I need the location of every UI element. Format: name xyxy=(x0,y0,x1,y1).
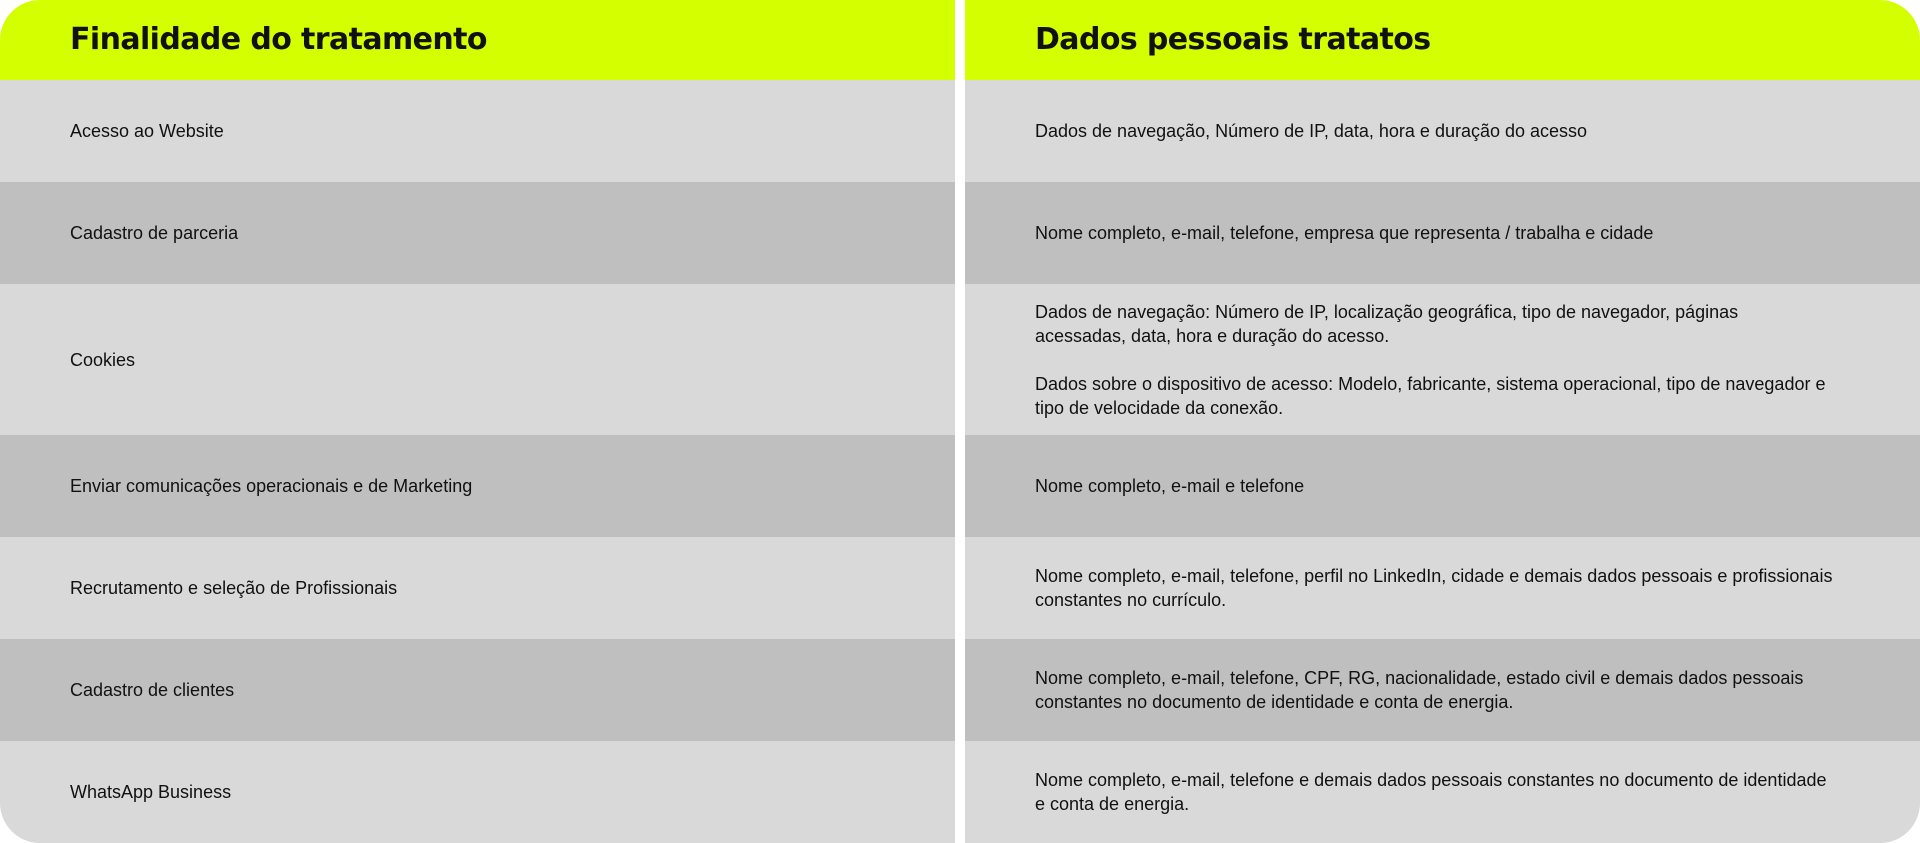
table-row xyxy=(965,182,1920,284)
table-row xyxy=(0,741,955,843)
table-row xyxy=(965,537,1920,639)
data-cell: Nome completo, e-mail, telefone, CPF, RG, nacionalidade, estado civil e demais dados pessoais constantes no documento de identidade e conta de energia. xyxy=(1035,668,1804,712)
table-row xyxy=(965,80,1920,182)
purpose-cell: Cookies xyxy=(70,349,136,370)
purpose-cell: Cadastro de clientes xyxy=(70,680,235,700)
purpose-cell: Recrutamento e seleção de Profissionais xyxy=(70,578,398,598)
purpose-cell: Acesso ao Website xyxy=(70,121,224,141)
data-cell: Dados de navegação, Número de IP, data, hora e duração do acesso xyxy=(1035,121,1588,141)
purpose-header xyxy=(0,0,955,80)
data-cell: Nome completo, e-mail e telefone xyxy=(1035,476,1305,496)
personal-data-header-title: Dados pessoais tratatos xyxy=(1035,22,1431,57)
table-row xyxy=(965,639,1920,741)
data-cell: Nome completo, e-mail, telefone, perfil no LinkedIn, cidade e demais dados pessoais e profissionais constantes no currículo. xyxy=(1035,566,1833,610)
table-row xyxy=(0,537,955,639)
table-row xyxy=(0,284,955,435)
table-row xyxy=(965,435,1920,537)
table-row xyxy=(965,284,1920,435)
data-cell: Nome completo, e-mail, telefone e demais dados pessoais constantes no documento de identidade e conta de energia. xyxy=(1035,770,1827,814)
purpose-cell: Enviar comunicações operacionais e de Marketing xyxy=(70,476,473,496)
data-cell: Dados de navegação: Número de IP, localização geográfica, tipo de navegador, páginas acessadas, data, hora e duração do acesso. Dados sobre o dispositivo de acesso: Modelo, fabricante, sistema operacional, tipo de navegador e tipo de velocidade da conexão. xyxy=(1035,301,1826,418)
purpose-cell: Cadastro de parceria xyxy=(70,223,239,243)
personal-data-header xyxy=(965,0,1920,80)
data-cell: Nome completo, e-mail, telefone, empresa que representa / trabalha e cidade xyxy=(1035,223,1654,243)
purpose-cell: WhatsApp Business xyxy=(70,782,232,802)
table-row xyxy=(0,639,955,741)
purpose-column xyxy=(0,0,955,843)
table-row xyxy=(0,435,955,537)
table-row xyxy=(0,80,955,182)
table-row xyxy=(965,741,1920,843)
personal-data-column xyxy=(965,0,1920,843)
purpose-header-title: Finalidade do tratamento xyxy=(70,22,487,57)
table-row xyxy=(0,182,955,284)
